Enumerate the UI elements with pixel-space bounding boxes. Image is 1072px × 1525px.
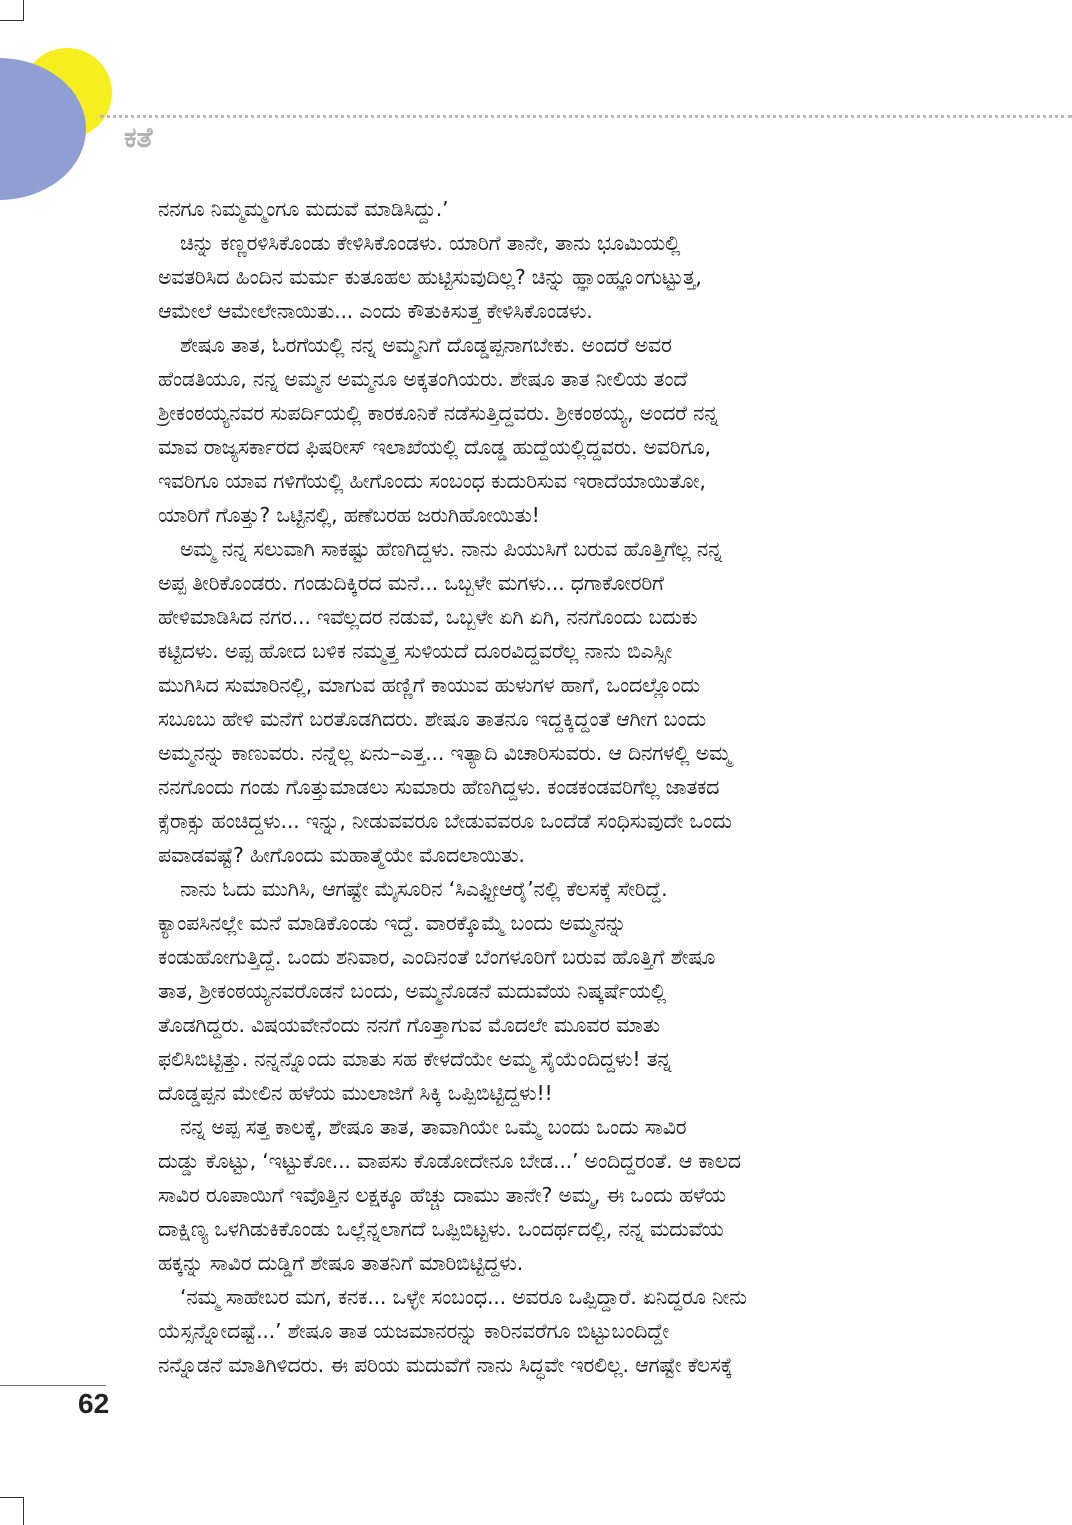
body-line: ಮುಗಿಸಿದ ಸುಮಾರಿನಲ್ಲಿ, ಮಾಗುವ ಹಣ್ಣಿಗೆ ಕಾಯುವ ಹುಳುಗಳ ಹಾಗೆ, ಒಂದಲ್ಲೊಂದು	[158, 673, 701, 697]
body-line: ಪವಾಡವಷ್ಟೆ? ಹೀಗೊಂದು ಮಹಾತ್ಮೆಯೇ ಮೊದಲಾಯಿತು.	[158, 843, 525, 867]
body-line: ಅಮ್ಮನನ್ನು ಕಾಣುವರು. ನನ್ನೆಲ್ಲ ಏನು–ಎತ್ತ... ಇತ್ಯಾದಿ ವಿಚಾರಿಸುವರು. ಆ ದಿನಗಳಲ್ಲಿ ಅಮ್ಮ	[158, 741, 732, 765]
body-line: ಚಿನ್ನು ಕಣ್ಣರಳಿಸಿಕೊಂಡು ಕೇಳಿಸಿಕೊಂಡಳು. ಯಾರಿಗೆ ತಾನೇ, ತಾನು ಭೂಮಿಯಲ್ಲಿ	[180, 231, 681, 255]
body-line: ನಾನು ಓದು ಮುಗಿಸಿ, ಆಗಷ್ಟೇ ಮೈಸೂರಿನ ‘ಸಿಎಫ್ಟೀಆರೈ’ನಲ್ಲಿ ಕೆಲಸಕ್ಕೆ ಸೇರಿದ್ದೆ.	[180, 877, 668, 901]
body-line: ತಾತ, ಶ್ರೀಕಂಠಯ್ಯನವರೊಡನೆ ಬಂದು, ಅಮ್ಮನೊಡನೆ ಮದುವೆಯ ನಿಷ್ಕರ್ಷೆಯಲ್ಲಿ	[158, 979, 667, 1003]
story-body	[158, 192, 903, 1382]
body-line: ನನಗೂ ನಿಮ್ಮಮ್ಮಂಗೂ ಮದುವೆ ಮಾಡಿಸಿದ್ದು.’	[158, 197, 449, 221]
header-dotted-rule	[100, 115, 1072, 118]
body-line: ನನ್ನ ಅಪ್ಪ ಸತ್ತ ಕಾಲಕ್ಕೆ, ಶೇಷೂ ತಾತ, ತಾವಾಗಿಯೇ ಒಮ್ಮೆ ಬಂದು ಒಂದು ಸಾವಿರ	[180, 1115, 687, 1139]
body-line: ನನಗೊಂದು ಗಂಡು ಗೊತ್ತುಮಾಡಲು ಸುಮಾರು ಹೆಣಗಿದ್ದಳು. ಕಂಡಕಂಡವರಿಗೆಲ್ಲ ಜಾತಕದ	[158, 775, 720, 799]
crop-mark-bottom-left-horizontal	[0, 1497, 24, 1498]
section-title: ಕತೆ	[124, 121, 153, 154]
body-line: ದಾಕ್ಷಿಣ್ಯ ಒಳಗಿಡುಕಿಕೊಂಡು ಒಲ್ಲೆನ್ನಲಾಗದೆ ಒಪ್ಪಿಬಿಟ್ಟಳು. ಒಂದರ್ಥದಲ್ಲಿ, ನನ್ನ ಮದುವೆಯ	[158, 1217, 724, 1241]
body-line: ಆಮೇಲೆ ಆಮೇಲೇನಾಯಿತು... ಎಂದು ಕೌತುಕಿಸುತ್ತ ಕೇಳಿಸಿಕೊಂಡಳು.	[158, 299, 593, 323]
body-line: ಕಟ್ಟಿದಳು. ಅಪ್ಪ ಹೋದ ಬಳಿಕ ನಮ್ಮತ್ತ ಸುಳಿಯದೆ ದೂರವಿದ್ದವರೆಲ್ಲ ನಾನು ಬಿಎಸ್ಸೀ	[158, 639, 673, 663]
body-line: ನನ್ನೊಡನೆ ಮಾತಿಗಿಳಿದರು. ಈ ಪರಿಯ ಮದುವೆಗೆ ನಾನು ಸಿದ್ಧವೇ ಇರಲಿಲ್ಲ. ಆಗಷ್ಟೇ ಕೆಲಸಕ್ಕೆ	[158, 1353, 733, 1377]
body-line: ಅಮ್ಮ ನನ್ನ ಸಲುವಾಗಿ ಸಾಕಷ್ಟು ಹೆಣಗಿದ್ದಳು. ನಾನು ಪಿಯುಸಿಗೆ ಬರುವ ಹೊತ್ತಿಗೆಲ್ಲ ನನ್ನ	[180, 537, 723, 561]
body-line: ಶ್ರೀಕಂಠಯ್ಯನವರ ಸುಪರ್ದಿಯಲ್ಲಿ ಕಾರಕೂನಿಕೆ ನಡೆಸುತ್ತಿದ್ದವರು. ಶ್ರೀಕಂಠಯ್ಯ, ಅಂದರೆ ನನ್ನ	[158, 401, 719, 425]
body-line: ಹಕ್ಕನ್ನು ಸಾವಿರ ದುಡ್ಡಿಗೆ ಶೇಷೂ ತಾತನಿಗೆ ಮಾರಿಬಿಟ್ಟಿದ್ದಳು.	[158, 1251, 524, 1275]
body-line: ಹೆಂಡತಿಯೂ, ನನ್ನ ಅಮ್ಮನ ಅಮ್ಮನೂ ಅಕ್ಕತಂಗಿಯರು. ಶೇಷೂ ತಾತ ನೀಲಿಯ ತಂದೆ	[158, 367, 688, 391]
crop-mark-top-left-vertical	[23, 0, 24, 20]
body-line: ತೊಡಗಿದ್ದರು. ವಿಷಯವೇನೆಂದು ನನಗೆ ಗೊತ್ತಾಗುವ ಮೊದಲೇ ಮೂವರ ಮಾತು	[158, 1013, 660, 1037]
crop-mark-bottom-left-vertical	[23, 1497, 24, 1525]
body-line: ಶೇಷೂ ತಾತ, ಓರಗೆಯಲ್ಲಿ ನನ್ನ ಅಮ್ಮನಿಗೆ ದೊಡ್ಡಪ್ಪನಾಗಬೇಕು. ಅಂದರೆ ಅವರ	[180, 333, 672, 357]
body-line: ಮಾವ ರಾಜ್ಯಸರ್ಕಾರದ ಫಿಷರೀಸ್ ಇಲಾಖೆಯಲ್ಲಿ ದೊಡ್ಡ ಹುದ್ದೆಯಲ್ಲಿದ್ದವರು. ಅವರಿಗೂ,	[158, 435, 711, 459]
body-line: ಸಾವಿರ ರೂಪಾಯಿಗೆ ಇವೊತ್ತಿನ ಲಕ್ಷಕ್ಕೂ ಹೆಚ್ಚು ದಾಮು ತಾನೇ? ಅಮ್ಮ, ಈ ಒಂದು ಹಳೆಯ	[158, 1183, 726, 1207]
crop-mark-top-left-horizontal	[0, 20, 24, 21]
body-line: ಯಾರಿಗೆ ಗೊತ್ತು? ಒಟ್ಟಿನಲ್ಲಿ, ಹಣೆಬರಹ ಜರುಗಿಹೋಯಿತು!	[158, 503, 540, 527]
body-line: ಇವರಿಗೂ ಯಾವ ಗಳಿಗೆಯಲ್ಲಿ ಹೀಗೊಂದು ಸಂಬಂಧ ಕುದುರಿಸುವ ಇರಾದೆಯಾಯಿತೋ,	[158, 469, 706, 493]
page-number: 62	[78, 1388, 110, 1419]
body-line: ಸಬೂಬು ಹೇಳಿ ಮನೆಗೆ ಬರತೊಡಗಿದರು. ಶೇಷೂ ತಾತನೂ ಇದ್ದಕ್ಕಿದ್ದಂತೆ ಆಗೀಗ ಬಂದು	[158, 707, 706, 731]
body-line: ಅಪ್ಪ ತೀರಿಕೊಂಡರು. ಗಂಡುದಿಕ್ಕಿರದ ಮನೆ... ಒಬ್ಬಳೇ ಮಗಳು... ಧಗಾಕೋರರಿಗೆ	[158, 571, 664, 595]
body-line: ‘ನಮ್ಮ ಸಾಹೇಬರ ಮಗ, ಕನಕ... ಒಳ್ಳೇ ಸಂಬಂಧ... ಅವರೂ ಒಪ್ಪಿದ್ದಾರೆ. ಏನಿದ್ದರೂ ನೀನು	[180, 1285, 747, 1309]
body-line: ಯೆಸ್ಸನ್ನೋದಷ್ಟೆ...’ ಶೇಷೂ ತಾತ ಯಜಮಾನರನ್ನು ಕಾರಿನವರೆಗೂ ಬಿಟ್ಟುಬಂದಿದ್ದೇ	[158, 1319, 669, 1343]
body-line: ಅವತರಿಸಿದ ಹಿಂದಿನ ಮರ್ಮ ಕುತೂಹಲ ಹುಟ್ಟಿಸುವುದಿಲ್ಲ? ಚಿನ್ನು ಹ್ಞಾಂಹ್ಞೂಂಗುಟ್ಟುತ್ತ,	[158, 265, 702, 289]
body-line: ದೊಡ್ಡಪ್ಪನ ಮೇಲಿನ ಹಳೆಯ ಮುಲಾಜಿಗೆ ಸಿಕ್ಕಿ ಒಪ್ಪಿಬಿಟ್ಟಿದ್ದಳು!!	[158, 1081, 553, 1105]
body-line: ದುಡ್ಡು ಕೊಟ್ಟು, ‘ಇಟ್ಟುಕೋ... ವಾಪಸು ಕೊಡೋದೇನೂ ಬೇಡ...’ ಅಂದಿದ್ದರಂತೆ. ಆ ಕಾಲದ	[158, 1149, 741, 1173]
body-line: ಕ್ಯಾಂಪಸಿನಲ್ಲೇ ಮನೆ ಮಾಡಿಕೊಂಡು ಇದ್ದೆ. ವಾರಕ್ಕೊಮ್ಮೆ ಬಂದು ಅಮ್ಮನನ್ನು	[158, 911, 627, 935]
body-line: ಫಲಿಸಿಬಿಟ್ಟಿತ್ತು. ನನ್ನನ್ನೊಂದು ಮಾತು ಸಹ ಕೇಳದೆಯೇ ಅಮ್ಮ ಸೈಯೆಂದಿದ್ದಳು! ತನ್ನ	[158, 1047, 672, 1071]
body-line: ಕ್ಸೆರಾಕ್ಸು ಹಂಚಿದ್ದಳು... ಇನ್ನು, ನೀಡುವವರೂ ಬೇಡುವವರೂ ಒಂದೆಡೆ ಸಂಧಿಸುವುದೇ ಒಂದು	[158, 809, 732, 833]
body-line: ಕಂಡುಹೋಗುತ್ತಿದ್ದೆ. ಒಂದು ಶನಿವಾರ, ಎಂದಿನಂತೆ ಬೆಂಗಳೂರಿಗೆ ಬರುವ ಹೊತ್ತಿಗೆ ಶೇಷೂ	[158, 945, 716, 969]
footer-rule	[0, 1385, 106, 1386]
body-line: ಹೇಳಿಮಾಡಿಸಿದ ನಗರ... ಇವೆಲ್ಲದರ ನಡುವೆ, ಒಬ್ಬಳೇ ಏಗಿ ಏಗಿ, ನನಗೊಂದು ಬದುಕು	[158, 605, 698, 629]
